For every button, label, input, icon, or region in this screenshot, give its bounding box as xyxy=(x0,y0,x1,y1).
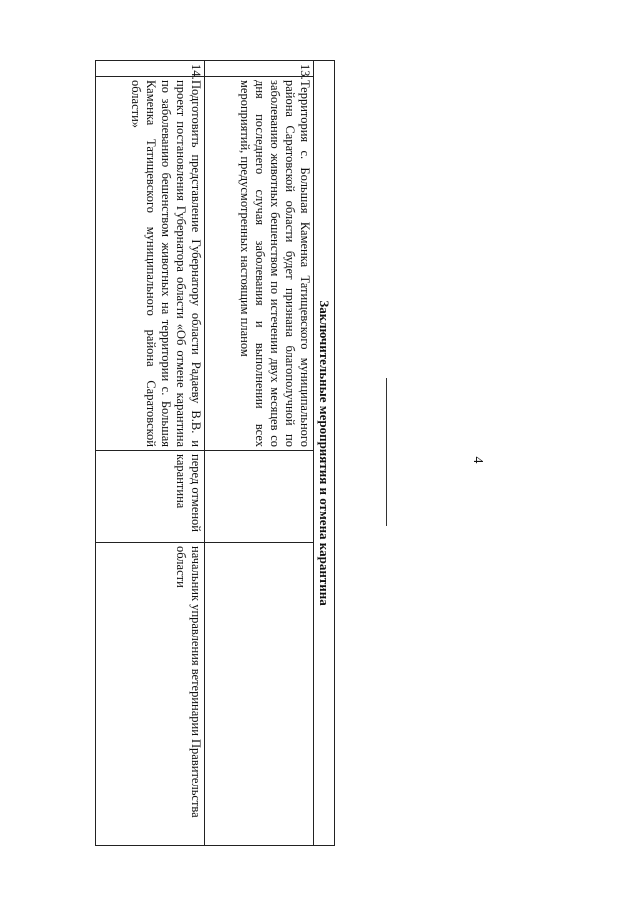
section-heading: Заключительные мероприятия и отмена карантина xyxy=(314,61,335,846)
responsible-cell xyxy=(205,543,314,846)
signature-line xyxy=(386,378,387,526)
term-cell: перед отменой карантина xyxy=(96,451,205,543)
table-row xyxy=(205,61,314,846)
task-cell: Территория с. Большая Каменка Татищевского муниципального района Саратовской области будет признана благополучной по заболеванию животных бешенством по истечении двух месяцев со дня последнего случая заболевания и выполнении всех мероприятий, предусмотренных настоящим планом xyxy=(205,77,314,451)
measures-table xyxy=(95,60,335,845)
table-row xyxy=(96,61,205,846)
row-number: 13. xyxy=(205,61,314,77)
row-number: 14. xyxy=(96,61,205,77)
responsible-cell: начальник управления ветеринарии Правительства области xyxy=(96,543,205,846)
term-cell xyxy=(205,451,314,543)
page-number: 4 xyxy=(470,456,485,464)
task-cell: Подготовить представление Губернатору области Радаеву В.В. и проект постановления Губернатора области «Об отмене карантина по заболеванию бешенством животных на территории с. Большая Каменка Татищевского муниципального района Саратовской области» xyxy=(96,77,205,451)
